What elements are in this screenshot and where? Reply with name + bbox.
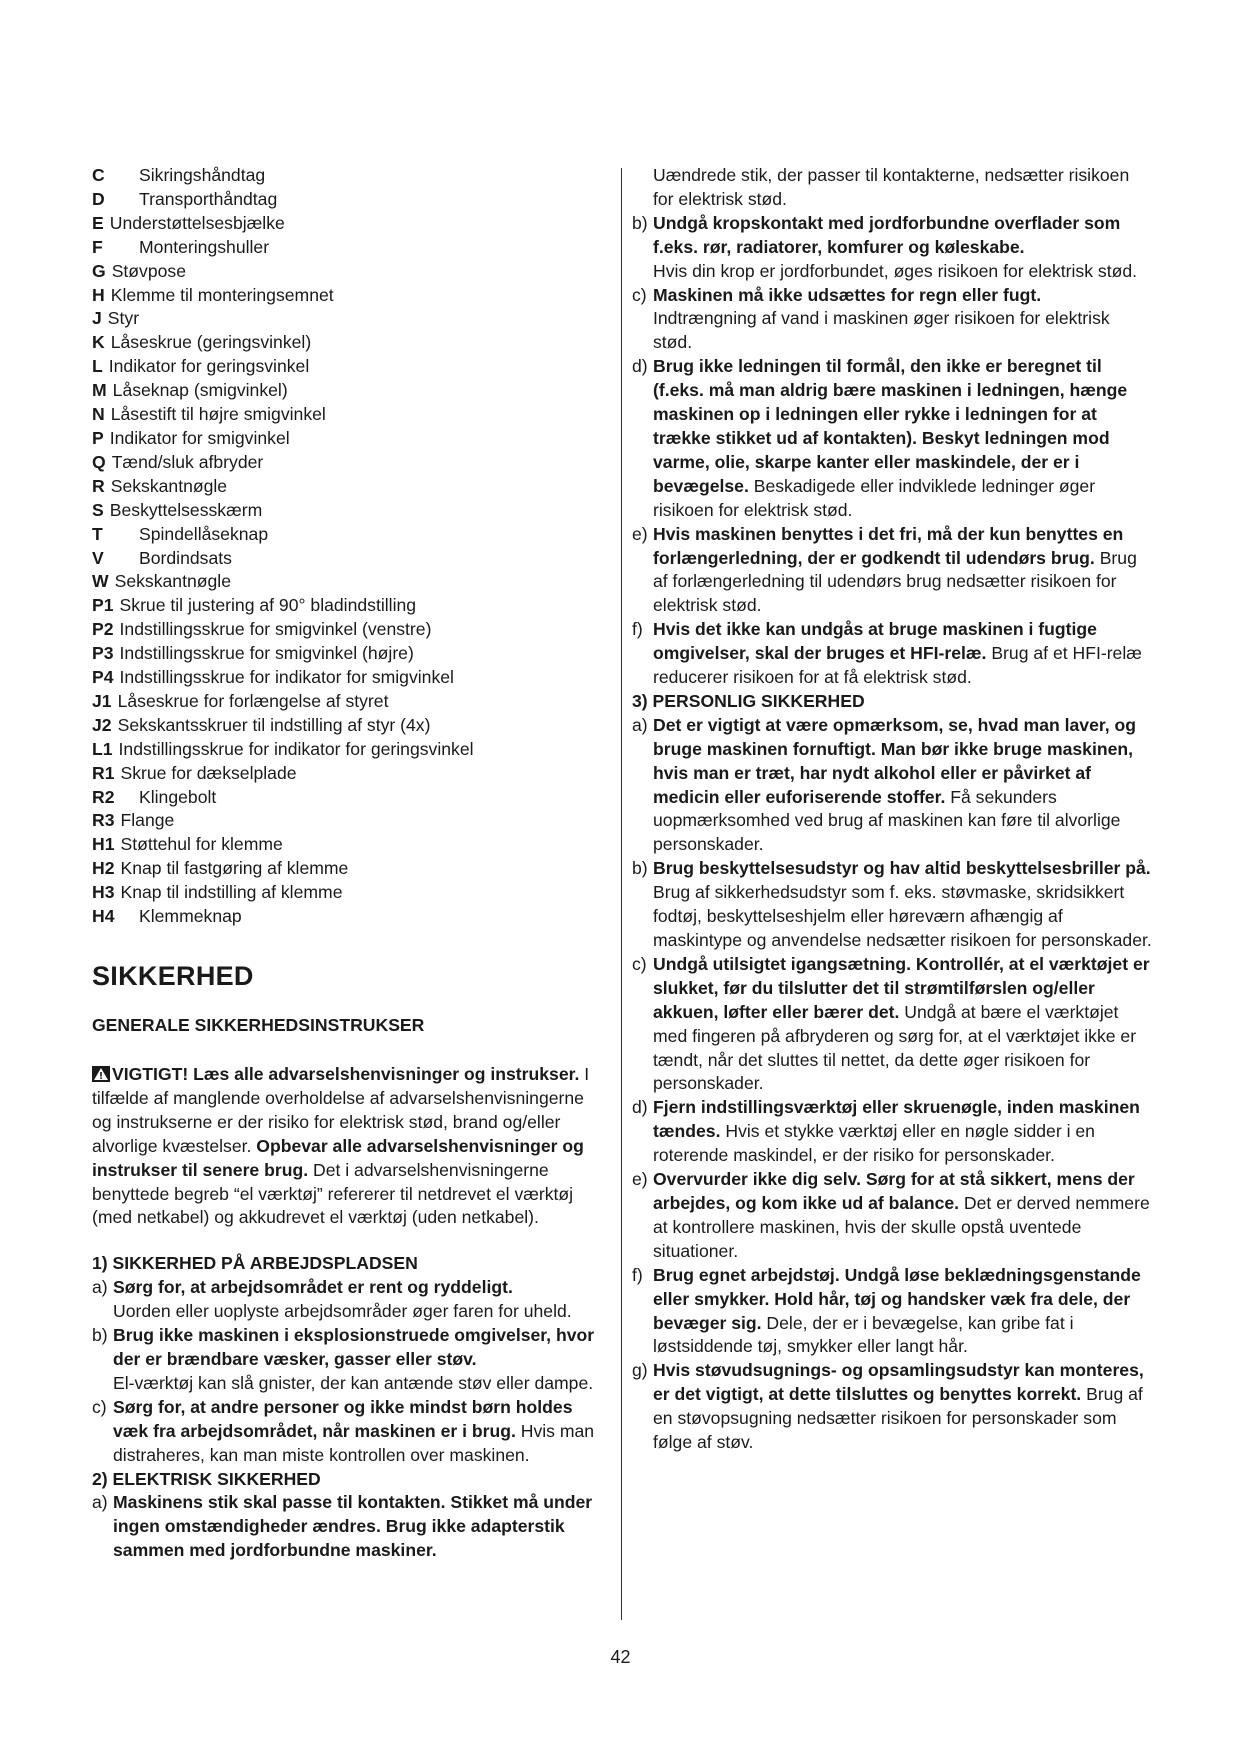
legend-item (92, 403, 607, 427)
legend-code: D (92, 188, 105, 209)
item-text: Dele, der er i bevægelse, kan gribe fat i løstsiddende tøj, smykker eller langt hår. (653, 1312, 1074, 1357)
item-label: g) (632, 1360, 648, 1381)
legend-text: Styr (107, 308, 140, 329)
item-bold: Maskinen må ikke udsættes for regn eller fugt. (653, 284, 1042, 305)
item-bold: Undgå kropskontakt med jordforbundne overflader som f.eks. rør, radiatorer, komfurer og køleskabe. (653, 212, 1121, 257)
item-label: c) (632, 284, 647, 305)
legend-item (92, 331, 607, 355)
legend-text: Knap til indstilling af klemme (120, 882, 343, 903)
heading-personal-safety: 3) PERSONLIG SIKKERHED (632, 690, 865, 711)
legend-item (92, 236, 607, 260)
list-item (92, 1491, 607, 1563)
item-bold: Brug ikke maskinen i eksplosionstruede omgivelser, hvor der er brændbare væsker, gasser eller støv. (113, 1325, 595, 1369)
legend-text: Tænd/sluk afbryder (111, 451, 264, 472)
item-label: f) (632, 1264, 643, 1285)
legend-code: P2 (92, 619, 114, 640)
legend-text: Låseskrue for forlængelse af styret (117, 690, 389, 711)
legend-item (92, 523, 607, 547)
legend-item (92, 307, 607, 331)
item-label: d) (632, 356, 648, 377)
list-item (632, 714, 1152, 857)
legend-item (92, 857, 607, 881)
item-continuation: Uændrede stik, der passer til kontakterne, nedsætter risikoen for elektrisk stød. (653, 165, 1130, 209)
legend-item (92, 809, 607, 833)
legend-text: Flange (120, 810, 175, 831)
list-item (632, 1264, 1152, 1360)
legend-text: Transporthåndtag (139, 188, 278, 209)
list-item (632, 355, 1152, 522)
heading-work-area-safety: 1) SIKKERHED PÅ ARBEJDSPLADSEN (92, 1253, 418, 1274)
item-bold: Hvis det ikke kan undgås at bruge maskinen i fugtige omgivelser, skal der bruges et HFI-relæ. (653, 619, 1097, 664)
legend-item (92, 881, 607, 905)
item-label: b) (632, 212, 648, 233)
legend-item (92, 499, 607, 523)
legend-item (92, 738, 607, 762)
legend-item (92, 379, 607, 403)
legend-code: P (92, 427, 104, 448)
legend-code: H1 (92, 834, 115, 855)
legend-code: J (92, 308, 102, 329)
heading-electrical-safety: 2) ELEKTRISK SIKKERHED (92, 1468, 321, 1489)
item-text: Hvis man distraheres, kan man miste kontrollen over maskinen. (113, 1420, 595, 1465)
legend-code: R (92, 475, 105, 496)
legend-code: W (92, 571, 109, 592)
legend-code: V (92, 547, 104, 568)
legend-code: H2 (92, 858, 115, 879)
legend-item (92, 594, 607, 618)
legend-item (92, 833, 607, 857)
legend-code: H (92, 284, 105, 305)
list-item (632, 618, 1152, 690)
legend-code: G (92, 260, 106, 281)
item-label: b) (92, 1325, 108, 1346)
legend-item (92, 188, 607, 212)
legend-code: H4 (92, 906, 115, 927)
item-label: a) (92, 1277, 108, 1298)
legend-text: Sikringshåndtag (139, 165, 266, 185)
warning-triangle-icon (92, 1066, 110, 1082)
legend-text: Klemmeknap (139, 906, 242, 927)
column-divider (621, 168, 622, 1620)
legend-item (92, 260, 607, 284)
legend-code: N (92, 404, 105, 425)
item-label: a) (92, 1492, 108, 1513)
left-column (92, 164, 607, 1563)
legend-item (92, 570, 607, 594)
item-bold: Overvurder ikke dig selv. Sørg for at stå sikkert, mens der arbejdes, og kom ikke ud af balance. (653, 1169, 1135, 1213)
item-label: e) (632, 523, 648, 544)
legend-code: R1 (92, 762, 115, 783)
warning-text-2: Det i advarselshenvisningerne benyttede begreb “el værktøj” refererer til netdrevet el værktøj (med netkabel) og akkudrevet el værktøj (uden netkabel). (92, 1159, 574, 1228)
legend-code: L1 (92, 738, 113, 759)
legend-code: R3 (92, 810, 115, 831)
legend-code: K (92, 332, 105, 353)
legend-text: Låsestift til højre smigvinkel (110, 404, 326, 425)
legend-item (92, 355, 607, 379)
list-item (632, 212, 1152, 284)
legend-item (92, 714, 607, 738)
legend-text: Bordindsats (139, 547, 232, 568)
item-text: Brug af sikkerhedsudstyr som f. eks. støvmaske, skridsikkert fodtøj, beskyttelseshjelm eller høreværn afhængig af maskintype og anvendelse nedsætter risikoen for personskader. (653, 882, 1152, 950)
legend-code: M (92, 380, 107, 401)
legend-code: Q (92, 451, 106, 472)
legend-item (92, 690, 607, 714)
warning-paragraph (92, 1063, 607, 1230)
legend-text: Klingebolt (139, 786, 217, 807)
item-bold: Sørg for, at arbejdsområdet er rent og ryddeligt. (113, 1277, 513, 1298)
legend-text: Låseknap (smigvinkel) (112, 380, 288, 401)
item-label: a) (632, 714, 648, 735)
legend-text: Indstillingsskrue for smigvinkel (højre) (119, 643, 414, 664)
legend-text: Spindellåseknap (139, 523, 269, 544)
legend-text: Skrue til justering af 90° bladindstilling (119, 595, 417, 616)
legend-item (92, 451, 607, 475)
section-title: SIKKERHED (92, 961, 254, 991)
legend-text: Støttehul for klemme (120, 834, 283, 855)
item-label: d) (632, 1097, 648, 1118)
legend-code: S (92, 499, 104, 520)
legend-item (92, 618, 607, 642)
item-text: Uorden eller uoplyste arbejdsområder øger faren for uheld. (113, 1301, 572, 1322)
legend-text: Indikator for smigvinkel (109, 427, 290, 448)
list-item (632, 1359, 1152, 1455)
legend-text: Skrue for dækselplade (120, 762, 297, 783)
legend-item (92, 905, 607, 929)
item-bold: Sørg for, at andre personer og ikke mindst børn holdes væk fra arbejdsområdet, når maskinen er i brug. (113, 1396, 573, 1441)
legend-code: L (92, 356, 103, 377)
list-item (92, 1324, 607, 1396)
item-label: f) (632, 619, 643, 640)
legend-code: J1 (92, 690, 112, 711)
legend-text: Indstillingsskrue for smigvinkel (venstre) (119, 619, 432, 640)
page-number: 42 (610, 1647, 631, 1667)
item-text: Hvis din krop er jordforbundet, øges risikoen for elektrisk stød. (653, 260, 1138, 281)
item-text: Brug af forlængerledning til udendørs brug nedsætter risikoen for elektrisk stød. (653, 547, 1137, 616)
item-bold: Brug ikke ledningen til formål, den ikke er beregnet til (f.eks. må man aldrig bære maskinen i ledningen, hænge maskinen op i ledningen eller rykke i ledningen for at trække stikket ud af kontakten). Beskyt ledningen mod varme, olie, skarpe kanter eller maskindele, der er i bevægelse. (653, 356, 1128, 496)
parts-legend (92, 164, 607, 929)
item-bold: Brug egnet arbejdstøj. Undgå løse beklædningsgenstande eller smykker. Hold hår, tøj og handsker væk fra dele, der bevæger sig. (653, 1264, 1141, 1333)
item-text: Beskadigede eller indviklede ledninger øger risikoen for elektrisk stød. (653, 475, 1096, 520)
legend-code: R2 (92, 786, 115, 807)
list-item (92, 1276, 607, 1324)
list-item (92, 1396, 607, 1468)
item-text: Hvis et stykke værktøj eller en nøgle sidder i en roterende maskindel, er der risiko for personskader. (653, 1121, 1095, 1166)
item-text: El-værktøj kan slå gnister, der kan antænde støv eller dampe. (113, 1372, 594, 1393)
item-bold: Det er vigtigt at være opmærksom, se, hvad man laver, og bruge maskinen fornuftigt. Man bør ikke bruge maskinen, hvis man er træt, har nydt alkohol eller er påvirket af medicin eller euforiserende stoffer. (653, 714, 1137, 807)
item-text: Indtrængning af vand i maskinen øger risikoen for elektrisk stød. (653, 308, 1110, 353)
legend-code: C (92, 165, 105, 185)
legend-item (92, 284, 607, 308)
legend-code: T (92, 523, 103, 544)
item-bold: Fjern indstillingsværktøj eller skruenøgle, inden maskinen tændes. (653, 1097, 1140, 1142)
item-text: Brug af et HFI-relæ reducerer risikoen for at få elektrisk stød. (653, 643, 1142, 688)
legend-code: P1 (92, 595, 114, 616)
legend-item (92, 666, 607, 690)
item-bold: Maskinens stik skal passe til kontakten. Stikket må under ingen omstændigheder ændres. Brug ikke adapterstik sammen med jordforbundne maskiner. (113, 1492, 593, 1561)
legend-item (92, 547, 607, 571)
list-item (632, 857, 1152, 953)
legend-text: Låseskrue (geringsvinkel) (110, 332, 312, 353)
legend-text: Monteringshuller (139, 236, 270, 257)
legend-code: P3 (92, 643, 114, 664)
legend-text: Sekskantnøgle (114, 571, 231, 592)
legend-text: Støvpose (111, 260, 187, 281)
list-item (632, 284, 1152, 356)
warning-text-1: I tilfælde af manglende overholdelse af advarselshenvisningerne og instrukserne er der risiko for elektrisk stød, brand og/eller alvorlige kvæstelser. (92, 1064, 590, 1156)
legend-text: Indstillingsskrue for indikator for smigvinkel (119, 667, 454, 688)
item-text: Undgå at bære el værktøjet med fingeren på afbryderen og sørg for, at el værktøjet ikke er tændt, når det sluttes til nettet, da dette øger risikoen for personskader. (653, 1001, 1137, 1094)
warning-bold-1: VIGTIGT! Læs alle advarselshenvisninger og instrukser. (112, 1064, 580, 1084)
item-label: c) (92, 1396, 107, 1417)
list-item (632, 523, 1152, 619)
legend-text: Klemme til monteringsemnet (110, 284, 334, 305)
item-label: c) (632, 953, 647, 974)
legend-text: Sekskantnøgle (110, 475, 228, 496)
legend-text: Sekskantsskruer til indstilling af styr (4x) (117, 714, 431, 735)
legend-text: Understøttelsesbjælke (109, 212, 285, 233)
legend-text: Beskyttelsesskærm (109, 499, 263, 520)
legend-code: P4 (92, 667, 114, 688)
subsection-title: GENERALE SIKKERHEDSINSTRUKSER (92, 1015, 425, 1035)
item-bold: Undgå utilsigtet igangsætning. Kontrollér, at el værktøjet er slukket, før du tilslutter det til strømtilførslen og/eller akkuen, løfter eller bærer det. (653, 953, 1150, 1022)
list-item (632, 1168, 1152, 1264)
item-label: b) (632, 858, 648, 879)
list-item (632, 1096, 1152, 1168)
legend-item (92, 475, 607, 499)
legend-item (92, 786, 607, 810)
warning-bold-2: Opbevar alle advarselshenvisninger og instrukser til senere brug. (92, 1135, 584, 1180)
legend-item (92, 212, 607, 236)
item-text: Det er derved nemmere at kontrollere maskinen, hvis der skulle opstå uventede situationer. (653, 1192, 1150, 1261)
list-item (632, 953, 1152, 1096)
right-column (632, 164, 1152, 1455)
item-text: Brug af en støvopsugning nedsætter risikoen for personskader som følge af støv. (653, 1384, 1143, 1453)
item-bold: Hvis maskinen benyttes i det fri, må der kun benyttes en forlængerledning, der er godkendt til udendørs brug. (653, 523, 1124, 568)
legend-item (92, 642, 607, 666)
legend-text: Indstillingsskrue for indikator for geringsvinkel (118, 738, 474, 759)
legend-item (92, 164, 607, 188)
legend-code: E (92, 212, 104, 233)
legend-text: Knap til fastgøring af klemme (120, 858, 349, 879)
item-bold: Brug beskyttelsesudstyr og hav altid beskyttelsesbriller på. (653, 858, 1151, 879)
legend-text: Indikator for geringsvinkel (108, 356, 310, 377)
legend-code: H3 (92, 882, 115, 903)
legend-item (92, 762, 607, 786)
legend-code: F (92, 236, 103, 257)
legend-code: J2 (92, 714, 112, 735)
legend-item (92, 427, 607, 451)
item-bold: Hvis støvudsugnings- og opsamlingsudstyr kan monteres, er det vigtigt, at dette tilsluttes og benyttes korrekt. (653, 1360, 1144, 1405)
item-text: Få sekunders uopmærksomhed ved brug af maskinen kan føre til alvorlige personskader. (653, 786, 1121, 855)
item-label: e) (632, 1169, 648, 1190)
